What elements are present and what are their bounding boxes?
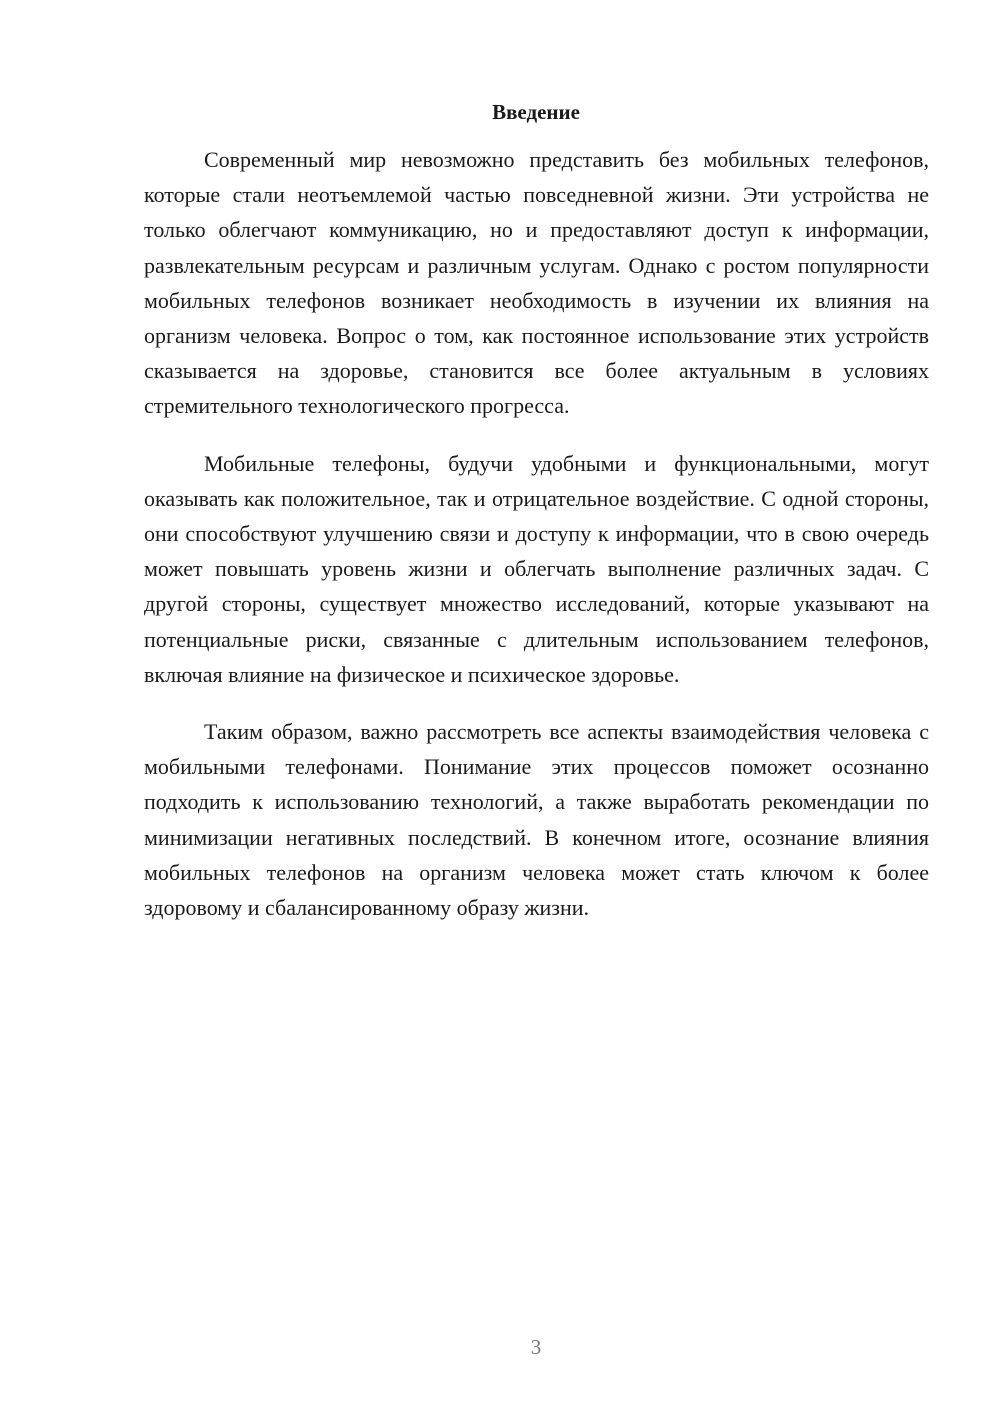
body-text	[144, 142, 929, 947]
paragraph-3: Таким образом, важно рассмотреть все аспекты взаимодействия человека с мобильными телефонами. Понимание этих процессов поможет осознанно подходить к использованию технологий, а также выработать рекомендации по минимизации негативных последствий. В конечном итоге, осознание влияния мобильных телефонов на организм человека может стать ключом к более здоровому и сбалансированному образу жизни.	[144, 719, 929, 921]
section-heading: Введение	[492, 100, 580, 124]
paragraph-2: Мобильные телефоны, будучи удобными и функциональными, могут оказывать как положительное, так и отрицательное воздействие. С одной стороны, они способствуют улучшению связи и доступу к информации, что в свою очередь может повышать уровень жизни и облегчать выполнение различных задач. С другой стороны, существует множество исследований, которые указывают на потенциальные риски, связанные с длительным использованием телефонов, включая влияние на физическое и психическое здоровье.	[144, 450, 929, 687]
paragraph-1: Современный мир невозможно представить без мобильных телефонов, которые стали неотъемлемой частью повседневной жизни. Эти устройства не только облегчают коммуникацию, но и предоставляют доступ к информации, развлекательным ресурсам и различным услугам. Однако с ростом популярности мобильных телефонов возникает необходимость в изучении их влияния на организм человека. Вопрос о том, как постоянное использование этих устройств сказывается на здоровье, становится все более актуальным в условиях стремительного технологического прогресса.	[144, 147, 929, 419]
page-number: 3	[530, 1335, 542, 1359]
